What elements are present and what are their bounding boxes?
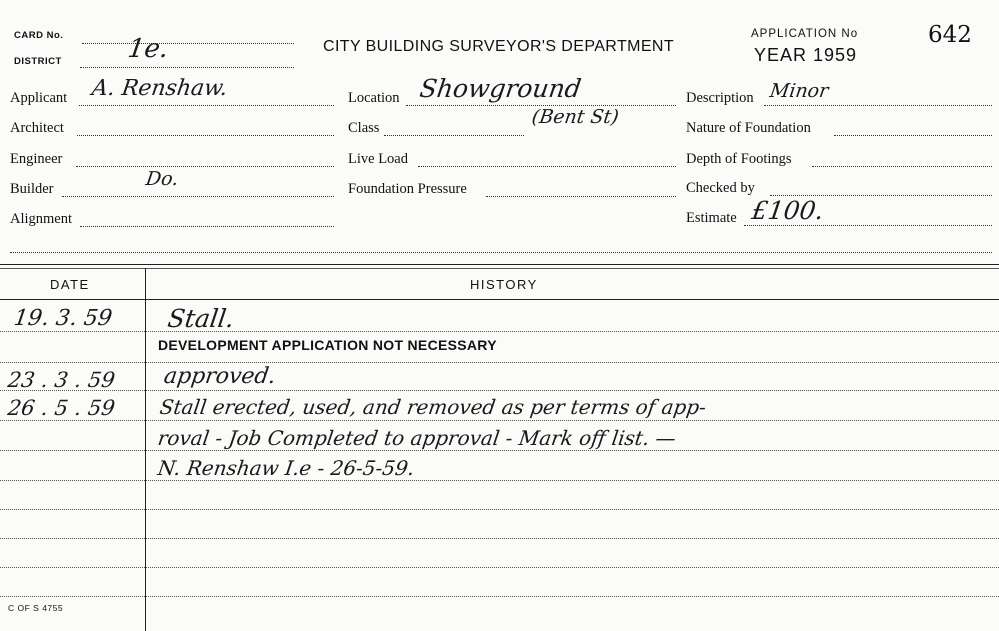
ruled-line	[0, 362, 999, 363]
ruled-line	[0, 450, 999, 451]
engineer-line	[76, 166, 334, 167]
location-label: Location	[348, 90, 400, 106]
class-line	[384, 135, 524, 136]
application-number: 642	[928, 22, 972, 48]
year-label: YEAR 1959	[754, 45, 858, 65]
checked-by-label: Checked by	[686, 180, 755, 196]
architect-line	[77, 135, 334, 136]
estimate-label: Estimate	[686, 210, 737, 226]
nature-of-foundation-label: Nature of Foundation	[686, 120, 811, 136]
applicant-label: Applicant	[10, 90, 68, 106]
ruled-line	[0, 596, 999, 597]
table-top-rule-2	[0, 268, 999, 269]
ruled-line	[0, 480, 999, 481]
fields-bottom-line	[10, 252, 992, 253]
development-stamp: DEVELOPMENT APPLICATION NOT NECESSARY	[158, 337, 497, 353]
nature-of-foundation-line	[834, 135, 992, 136]
foundation-pressure-line	[486, 196, 676, 197]
header-bottom-rule	[0, 299, 999, 300]
architect-label: Architect	[10, 120, 64, 136]
history-text: N. Renshaw I.e - 26-5-59.	[156, 456, 417, 480]
card-no-line	[82, 43, 294, 44]
class-label: Class	[348, 120, 380, 136]
table-top-rule	[0, 264, 999, 265]
description-label: Description	[686, 90, 754, 106]
card-no-label: CARD No.	[14, 30, 64, 41]
ruled-line	[0, 538, 999, 539]
application-label: APPLICATION No	[751, 28, 859, 40]
history-text: Stall erected, used, and removed as per terms of app-	[158, 395, 708, 419]
district-value: 1e.	[125, 34, 171, 64]
description-line	[764, 105, 992, 106]
depth-of-footings-label: Depth of Footings	[686, 151, 792, 167]
history-text: roval - Job Completed to approval - Mark off list. —	[156, 426, 678, 450]
history-text: Stall.	[165, 304, 237, 333]
ruled-line	[0, 567, 999, 568]
description-value: Minor	[768, 80, 830, 102]
engineer-label: Engineer	[10, 151, 63, 167]
live-load-line	[418, 166, 676, 167]
history-date: 19. 3. 59	[12, 306, 114, 331]
applicant-line	[79, 105, 334, 106]
history-text: approved.	[162, 364, 278, 389]
history-date: 23 . 3 . 59	[6, 368, 117, 392]
date-column-header: DATE	[50, 277, 90, 292]
estimate-value: £100.	[749, 196, 826, 225]
applicant-value: A. Renshaw.	[90, 76, 230, 101]
depth-of-footings-line	[812, 166, 992, 167]
alignment-line	[80, 226, 334, 227]
alignment-label: Alignment	[10, 211, 73, 227]
builder-value: Do.	[144, 168, 180, 190]
history-column-header: HISTORY	[470, 277, 538, 292]
ruled-line	[0, 509, 999, 510]
district-line	[80, 67, 294, 68]
live-load-label: Live Load	[348, 151, 408, 167]
ruled-line	[0, 420, 999, 421]
ruled-line	[0, 331, 999, 332]
location-value: Showground	[417, 74, 583, 103]
form-code: C OF S 4755	[8, 603, 64, 613]
builder-label: Builder	[10, 181, 54, 197]
location-value-2: (Bent St)	[530, 106, 621, 128]
history-date: 26 . 5 . 59	[6, 396, 117, 420]
estimate-line	[744, 225, 992, 226]
builder-line	[62, 196, 334, 197]
ruled-line	[0, 390, 999, 391]
district-label: DISTRICT	[14, 56, 62, 67]
department-title: CITY BUILDING SURVEYOR'S DEPARTMENT	[323, 38, 675, 55]
foundation-pressure-label: Foundation Pressure	[348, 181, 467, 197]
